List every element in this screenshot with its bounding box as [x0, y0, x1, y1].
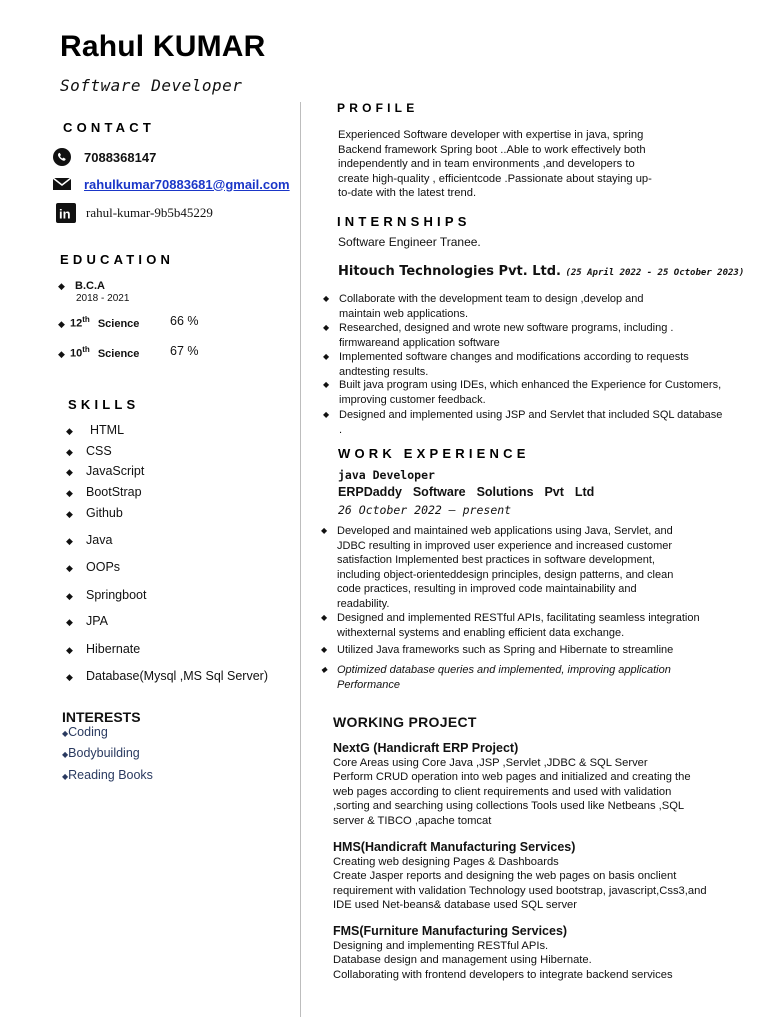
contact-heading: CONTACT: [63, 120, 155, 135]
interest-item: [62, 768, 153, 782]
project-line: Create Jasper reports and designing the web pages on basis onclient: [333, 870, 677, 883]
skill-item: [66, 506, 123, 520]
education-item: [58, 345, 139, 360]
degree-years: 2018 - 2021: [76, 293, 130, 304]
profile-line: to-date with the latest trend.: [338, 187, 477, 200]
skill-label: BootStrap: [86, 485, 142, 499]
project-line: requirement with validation Technology used bootstrap, javascript,Css3,and: [333, 884, 707, 897]
duty-line: Performance: [337, 678, 400, 691]
interest-item: [62, 746, 140, 760]
project-title: HMS(Handicraft Manufacturing Services): [333, 840, 576, 854]
internship-duty: [323, 292, 739, 321]
email-link[interactable]: rahulkumar70883681@gmail.com: [84, 176, 290, 192]
internship-duty: [323, 321, 739, 350]
project-line: server & TIBCO ,apache tomcat: [333, 814, 492, 827]
bullet-icon: ◆: [323, 380, 330, 389]
interest-item: [62, 725, 108, 739]
duty-line: satisfaction Implemented best practices in software development,: [337, 554, 655, 566]
bullet-icon: ◆: [66, 645, 73, 655]
internship-duty: [323, 350, 739, 379]
skill-item: [66, 444, 112, 458]
project-line: Collaborating with frontend developers to integrate backend services: [333, 968, 673, 981]
education-score: 67 %: [170, 344, 199, 358]
skill-label: Java: [86, 533, 113, 547]
mail-icon: [52, 175, 72, 193]
bullet-icon: ◆: [58, 281, 65, 291]
project-line: Core Areas using Core Java ,JSP ,Servlet ,JDBC & SQL Server: [333, 757, 648, 769]
skill-item: [66, 614, 108, 628]
work-duty: [321, 643, 737, 658]
candidate-name: Rahul KUMAR: [60, 30, 266, 63]
internship-duty: [323, 408, 739, 437]
duty-line: Designed and implemented RESTful APIs, facilitating seamless integration: [337, 612, 700, 624]
internships-heading: INTERNSHIPS: [337, 214, 471, 229]
bullet-icon: ◆: [66, 426, 73, 436]
phone-icon: [52, 148, 72, 166]
bullet-icon: ◆: [321, 645, 328, 654]
bullet-icon: ◆: [66, 488, 73, 498]
project-title: FMS(Furniture Manufacturing Services): [333, 924, 568, 938]
work-dates: 26 October 2022 – present: [338, 503, 512, 517]
duty-line: including object-orienteddesign principles, design patterns, and clean: [337, 568, 674, 581]
bullet-icon: ◆: [323, 352, 330, 361]
education-degree: [58, 280, 105, 292]
internship-role: Software Engineer Tranee.: [338, 235, 481, 249]
work-heading: WORK EXPERIENCE: [338, 446, 530, 461]
skill-label: HTML: [90, 423, 125, 437]
grade-level: 12: [70, 317, 83, 330]
project-description: [333, 756, 733, 828]
degree-name: B.C.A: [75, 280, 105, 292]
skill-label: JPA: [86, 614, 108, 628]
contact-linkedin[interactable]: [56, 204, 213, 222]
skill-item: [66, 533, 112, 547]
bullet-icon: ◆: [66, 672, 73, 682]
skill-label: Github: [86, 506, 123, 520]
skill-item: [66, 560, 120, 574]
bullet-icon: ◆: [62, 772, 69, 781]
project-description: [333, 939, 733, 982]
bullet-icon: ◆: [323, 410, 330, 419]
bullet-icon: ◆: [58, 348, 65, 359]
skill-item: [66, 485, 142, 499]
profile-line: create high-quality , efficientcode .Passionate about staying up-: [338, 172, 652, 185]
bullet-icon: ◆: [58, 318, 65, 329]
duty-line: Optimized database queries and implemented, improving application: [337, 664, 671, 676]
grade-suffix: th: [82, 345, 90, 354]
interests-heading: INTERESTS: [62, 709, 141, 725]
skills-heading: SKILLS: [68, 397, 140, 412]
bullet-icon: ◆: [323, 323, 330, 332]
education-score: 66 %: [170, 314, 199, 328]
bullet-icon: ◆: [62, 750, 69, 759]
duty-line: Implemented software changes and modifications according to requests: [339, 351, 689, 363]
skill-label: JavaScript: [86, 464, 145, 478]
stream: Science: [97, 317, 140, 330]
skill-item: [66, 464, 144, 478]
bullet-icon: ◆: [62, 729, 69, 738]
education-item: [58, 315, 139, 330]
duty-line: maintain web applications.: [339, 307, 469, 320]
education-heading: EDUCATION: [60, 252, 175, 267]
bullet-icon: ◆: [321, 613, 328, 622]
duty-line: readability.: [337, 597, 390, 610]
profile-line: independently and in team environments ,and developers to: [338, 158, 635, 171]
duty-line: Collaborate with the development team to design ,develop and: [339, 293, 644, 305]
project-line: ,sorting and searching using collections Tools used like Netbeans ,SQL: [333, 800, 685, 813]
bullet-icon: ◆: [66, 617, 73, 627]
job-title: Software Developer: [60, 76, 243, 95]
duty-line: andtesting results.: [339, 365, 429, 378]
projects-heading: WORKING PROJECT: [333, 714, 477, 730]
duty-line: code practices, resulting in improved code maintainability and: [337, 583, 637, 595]
interest-label: Reading Books: [68, 768, 153, 782]
bullet-icon: ◆: [323, 294, 330, 303]
project-line: Database design and management using Hibernate.: [333, 954, 592, 967]
duty-line: withexternal systems and enabling efficient data exchange.: [337, 626, 625, 639]
duty-line: Built java program using IDEs, which enhanced the Experience for Customers,: [339, 379, 722, 391]
internship-duty: [323, 378, 739, 407]
skill-label: OOPs: [86, 560, 121, 574]
work-duty: [321, 663, 737, 692]
work-company: ERPDaddy Software Solutions Pvt Ltd: [338, 485, 595, 499]
bullet-icon: ◆: [66, 467, 73, 477]
bullet-icon: ◆: [321, 665, 328, 674]
profile-line: Backend framework Spring boot ..Able to work effectively both: [338, 143, 646, 156]
work-duty: [321, 524, 737, 611]
bullet-icon: ◆: [66, 563, 73, 573]
skill-label: Hibernate: [86, 642, 141, 656]
column-divider: [300, 102, 301, 1017]
contact-email[interactable]: [52, 175, 290, 193]
linkedin-handle: rahul-kumar-9b5b45229: [86, 205, 213, 220]
project-line: IDE used Net-beans& database used SQL server: [333, 899, 577, 912]
duty-line: Utilized Java frameworks such as Spring and Hibernate to streamline: [337, 644, 674, 656]
project-line: Creating web designing Pages & Dashboards: [333, 856, 559, 868]
internship-company: Hitouch Technologies Pvt. Ltd.: [338, 264, 561, 279]
project-title: NextG (Handicraft ERP Project): [333, 741, 519, 755]
duty-line: Developed and maintained web applications using Java, Servlet, and: [337, 525, 673, 537]
duty-line: firmwareand application software: [339, 336, 500, 349]
duty-line: JDBC resulting in improved user experience and increased customer: [337, 539, 673, 552]
contact-phone[interactable]: [52, 148, 156, 166]
bullet-icon: ◆: [66, 509, 73, 519]
duty-line: .: [339, 423, 343, 436]
skill-item: [66, 423, 124, 437]
grade-suffix: th: [82, 315, 90, 324]
skill-label: Springboot: [86, 588, 147, 602]
bullet-icon: ◆: [321, 526, 328, 535]
project-line: Perform CRUD operation into web pages and initialized and creating the: [333, 771, 691, 784]
work-duty: [321, 611, 737, 640]
profile-text: [338, 128, 698, 201]
duty-line: Researched, designed and wrote new software programs, including .: [339, 322, 674, 334]
linkedin-icon: [56, 204, 76, 222]
bullet-icon: ◆: [66, 591, 73, 601]
work-role: java Developer: [338, 468, 435, 482]
duty-line: Designed and implemented using JSP and Servlet that included SQL database: [339, 409, 723, 421]
project-line: web pages according to client requirements and used with validation: [333, 785, 672, 798]
duty-line: improving customer feedback.: [339, 393, 486, 406]
profile-line: Experienced Software developer with expertise in java, spring: [338, 129, 644, 141]
skill-label: Database(Mysql ,MS Sql Server): [86, 669, 269, 683]
svg-text:in: in: [59, 206, 71, 222]
skill-item: [66, 669, 268, 683]
internship-dates: (25 April 2022 - 25 October 2023): [565, 268, 745, 278]
skill-label: CSS: [86, 444, 112, 458]
internship-company-line: [338, 262, 744, 280]
bullet-icon: ◆: [66, 536, 73, 546]
project-description: [333, 855, 733, 913]
grade-level: 10: [70, 347, 83, 360]
profile-heading: PROFILE: [337, 101, 419, 115]
phone-number: 7088368147: [84, 149, 157, 165]
interest-label: Bodybuilding: [68, 746, 140, 760]
stream: Science: [97, 347, 140, 360]
skill-item: [66, 642, 140, 656]
bullet-icon: ◆: [66, 447, 73, 457]
project-line: Designing and implementing RESTful APIs.: [333, 940, 549, 952]
interest-label: Coding: [68, 725, 108, 739]
skill-item: [66, 588, 146, 602]
